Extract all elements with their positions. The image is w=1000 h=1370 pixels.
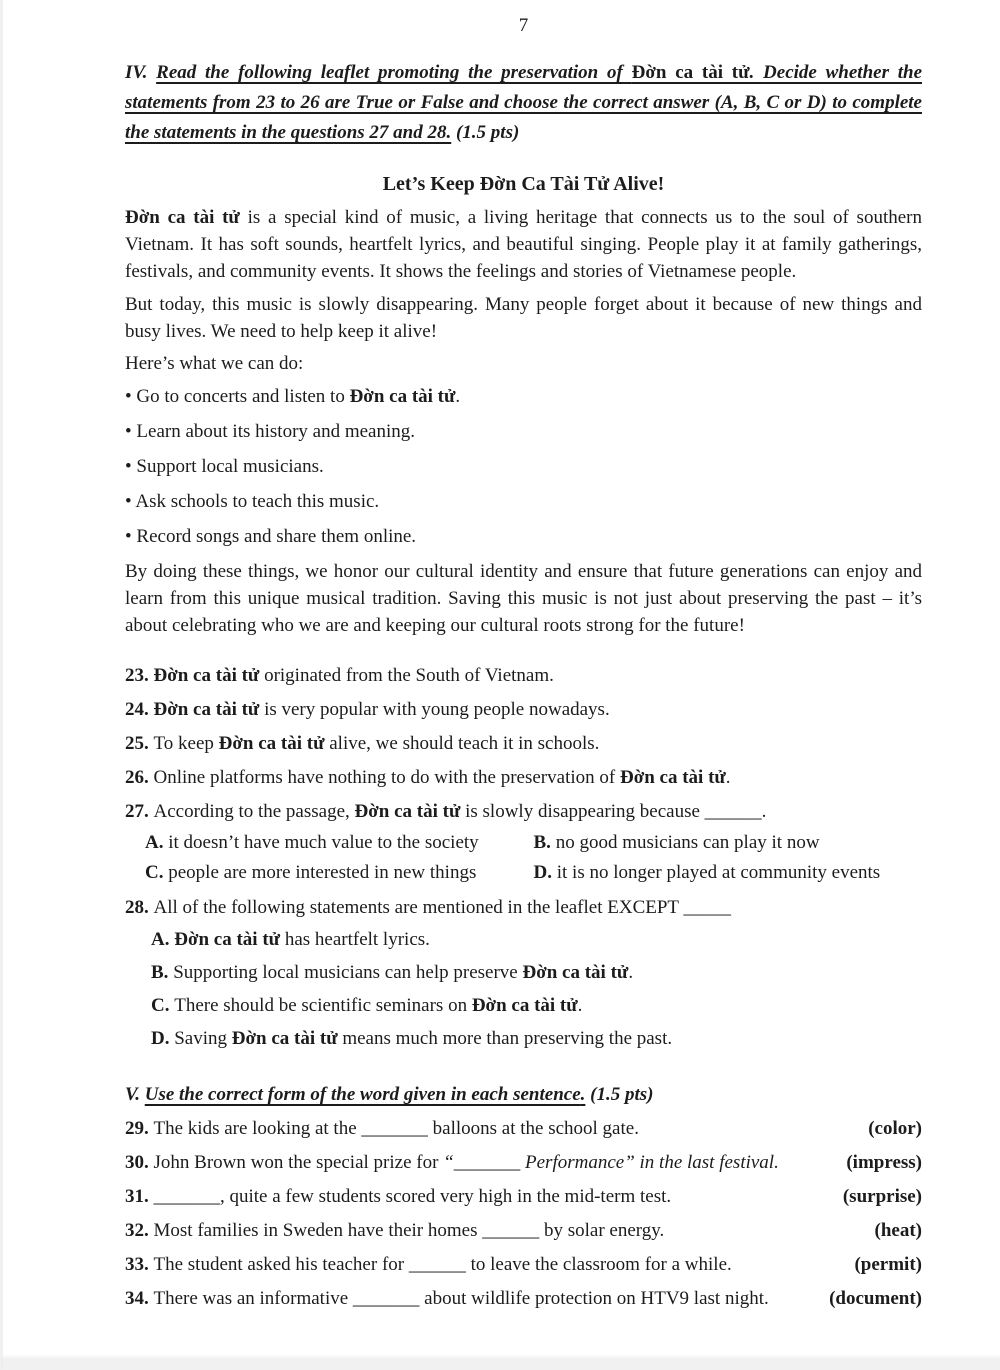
- leaflet-bullet-1: • Go to concerts and listen to Đờn ca tài tử.: [125, 386, 461, 407]
- page-number: 7: [518, 15, 529, 36]
- section4-heading: IV. Read the following leaflet promoting the preservation of Đờn ca tài tử. Decide whether the statements from 23 to 26 are True or False and choose the correct answer (A, B, C or D) to complete the statements in the questions 27 and 28. (1.5 pts): [125, 62, 923, 143]
- leaflet-paragraph-3: By doing these things, we honor our cultural identity and ensure that future generations can enjoy and learn from this unique musical tradition. Saving this music is not just about preserving the past – it’s about celebrating who we are and keeping our cultural roots strong for the future!: [125, 561, 922, 636]
- question-32: 32. Most families in Sweden have their homes ______ by solar energy.: [125, 1220, 665, 1241]
- word-form-row-32: [125, 1216, 922, 1246]
- question-34: 34. There was an informative _______ about wildlife protection on HTV9 last night.: [125, 1288, 769, 1309]
- word-form-row-31: [125, 1182, 922, 1212]
- question-24: 24. Đờn ca tài tử is very popular with young people nowadays.: [125, 699, 610, 720]
- given-word-34: (document): [829, 1288, 922, 1309]
- question-27: 27. According to the passage, Đờn ca tài tử is slowly disappearing because ______.: [125, 801, 767, 822]
- leaflet-intro: Here’s what we can do:: [125, 353, 304, 374]
- question-29: 29. The kids are looking at the _______ balloons at the school gate.: [125, 1118, 639, 1139]
- option-27-a: A. it doesn’t have much value to the society: [145, 832, 479, 853]
- option-28-c: C. There should be scientific seminars on Đờn ca tài tử.: [151, 995, 583, 1016]
- question-33: 33. The student asked his teacher for ______ to leave the classroom for a while.: [125, 1254, 732, 1275]
- question-28: 28. All of the following statements are mentioned in the leaflet EXCEPT _____: [125, 897, 731, 918]
- page-bottom-edge: [3, 1358, 1000, 1370]
- given-word-32: (heat): [874, 1220, 922, 1241]
- word-form-row-33: [125, 1250, 922, 1280]
- leaflet-bullet-2: • Learn about its history and meaning.: [125, 421, 416, 442]
- leaflet-bullet-3: • Support local musicians.: [125, 456, 324, 477]
- word-form-row-30: [125, 1148, 922, 1178]
- given-word-29: (color): [868, 1118, 922, 1139]
- question-28-options: [125, 925, 922, 1054]
- question-23: 23. Đờn ca tài tử originated from the South of Vietnam.: [125, 665, 554, 686]
- word-form-row-34: [125, 1284, 922, 1314]
- question-30: 30. John Brown won the special prize for “_______ Performance” in the last festival.: [125, 1152, 779, 1173]
- given-word-33: (permit): [854, 1254, 922, 1275]
- question-26: 26. Online platforms have nothing to do with the preservation of Đờn ca tài tử.: [125, 767, 731, 788]
- leaflet-title: Let’s Keep Đờn Ca Tài Tử Alive!: [382, 173, 665, 195]
- option-27-b: B. no good musicians can play it now: [533, 832, 820, 853]
- option-28-b: B. Supporting local musicians can help preserve Đờn ca tài tử.: [151, 962, 634, 983]
- leaflet-bullet-4: • Ask schools to teach this music.: [125, 491, 380, 512]
- leaflet-bullet-5: • Record songs and share them online.: [125, 526, 417, 547]
- leaflet-paragraph-1: Đờn ca tài tử is a special kind of music, a living heritage that connects us to the soul of southern Vietnam. It has soft sounds, heartfelt lyrics, and beautiful singing. People play it at family gatherings, festivals, and community events. It shows the feelings and stories of Vietnamese people.: [125, 207, 922, 282]
- option-27-d: D. it is no longer played at community events: [533, 862, 881, 883]
- option-28-a: A. Đờn ca tài tử has heartfelt lyrics.: [151, 929, 430, 950]
- option-27-c: C. people are more interested in new things: [145, 862, 477, 883]
- question-25: 25. To keep Đờn ca tài tử alive, we should teach it in schools.: [125, 733, 600, 754]
- given-word-31: (surprise): [842, 1186, 922, 1207]
- question-27-options: [125, 828, 922, 888]
- given-word-30: (impress): [846, 1152, 922, 1173]
- section4-questions: [125, 661, 922, 1054]
- section5-heading: V. Use the correct form of the word given in each sentence. (1.5 pts): [125, 1084, 654, 1105]
- question-31: 31. _______, quite a few students scored very high in the mid-term test.: [125, 1186, 672, 1207]
- word-form-row-29: [125, 1114, 922, 1144]
- leaflet-paragraph-2: But today, this music is slowly disappearing. Many people forget about it because of new things and busy lives. We need to help keep it alive!: [125, 294, 922, 342]
- option-28-d: D. Saving Đờn ca tài tử means much more than preserving the past.: [151, 1028, 673, 1049]
